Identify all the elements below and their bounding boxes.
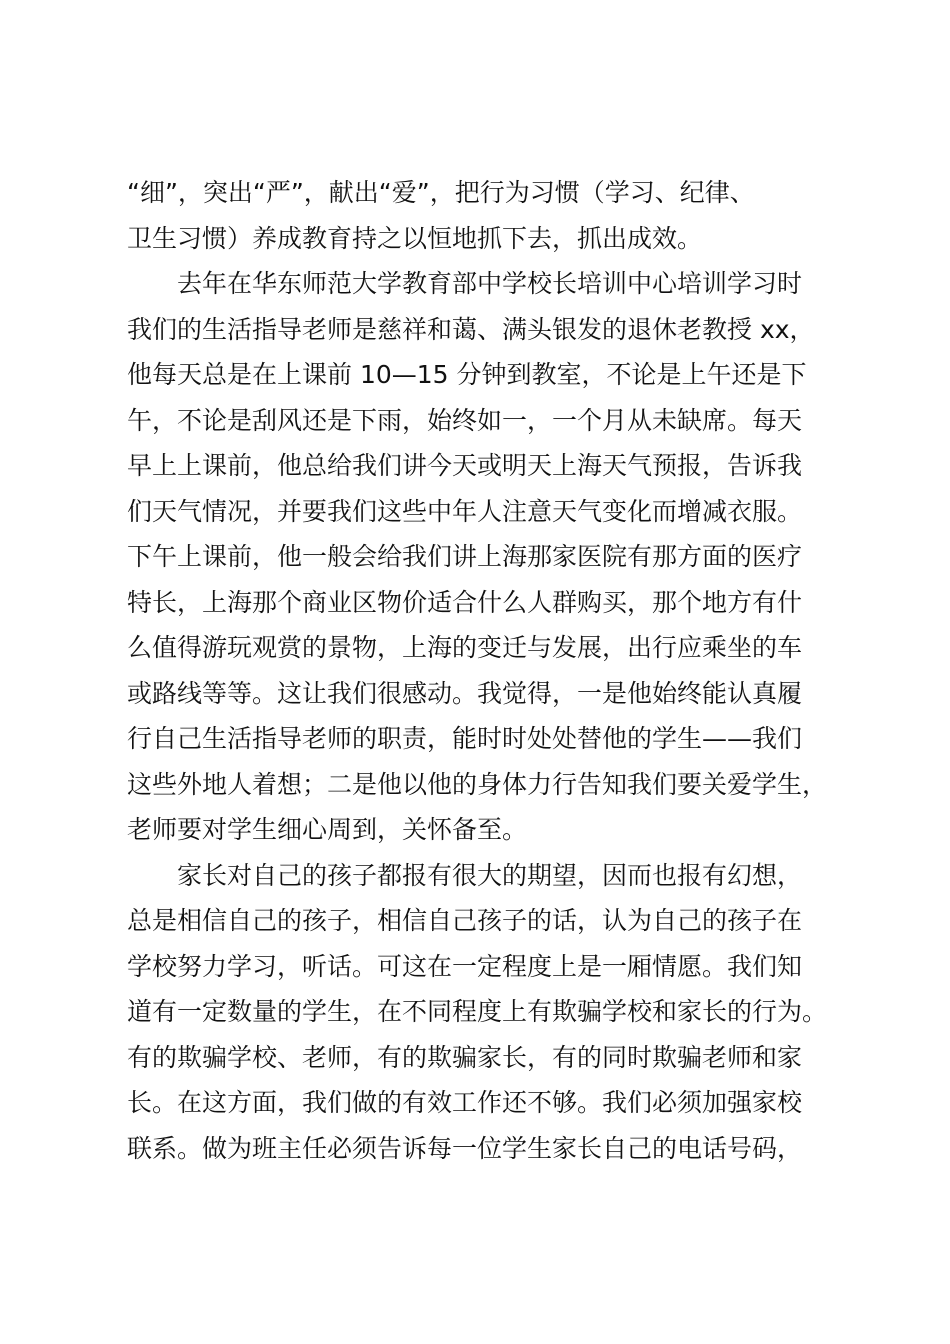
text-line: 么值得游玩观赏的景物，上海的变迁与发展，出行应乘坐的车 [127,633,803,662]
text-line: 家长对自己的孩子都报有很大的期望，因而也报有幻想， [127,860,803,890]
text-line: 下午上课前，他一般会给我们讲上海那家医院有那方面的医疗 [127,542,803,571]
text-line: 道有一定数量的学生，在不同程度上有欺骗学校和家长的行为。 [127,997,828,1026]
text-line: 这些外地人着想；二是他以他的身体力行告知我们要关爱学生， [127,769,828,799]
text-line: 去年在华东师范大学教育部中学校长培训中心培训学习时 [127,269,803,298]
text-line: 行自己生活指导老师的职责，能时时处处替他的学生——我们 [127,724,803,753]
text-line: 特长，上海那个商业区物价适合什么人群购买，那个地方有什 [127,587,803,617]
text-line: 或路线等等。这让我们很感动。我觉得，一是他始终能认真履 [127,678,803,708]
text-line: 老师要对学生细心周到，关怀备至。 [127,815,528,844]
text-line: 学校努力学习，听话。可这在一定程度上是一厢情愿。我们知 [127,951,803,981]
text-line: 午，不论是刮风还是下雨，始终如一，一个月从未缺席。每天 [127,405,803,435]
text-line: 长。在这方面，我们做的有效工作还不够。我们必须加强家校 [127,1088,803,1117]
text-line: 卫生习惯）养成教育持之以恒地抓下去，抓出成效。 [127,223,703,253]
text-line: 有的欺骗学校、老师，有的欺骗家长，有的同时欺骗老师和家 [127,1042,803,1072]
text-line: 我们的生活指导老师是慈祥和蔼、满头银发的退休老教授 xx， [127,314,815,344]
text-line: 们天气情况，并要我们这些中年人注意天气变化而增减衣服。 [127,496,803,526]
text-line: 早上上课前，他总给我们讲今天或明天上海天气预报，告诉我 [127,451,803,480]
text-line: 总是相信自己的孩子，相信自己孩子的话，认为自己的孩子在 [127,906,803,935]
text-line: 他每天总是在上课前 10—15 分钟到教室，不论是上午还是下 [127,360,807,389]
text-line: 联系。做为班主任必须告诉每一位学生家长自己的电话号码， [127,1133,803,1163]
document-body [127,170,857,1171]
text-line: “细”，突出“严”，献出“爱”，把行为习惯（学习、纪律、 [127,178,755,207]
